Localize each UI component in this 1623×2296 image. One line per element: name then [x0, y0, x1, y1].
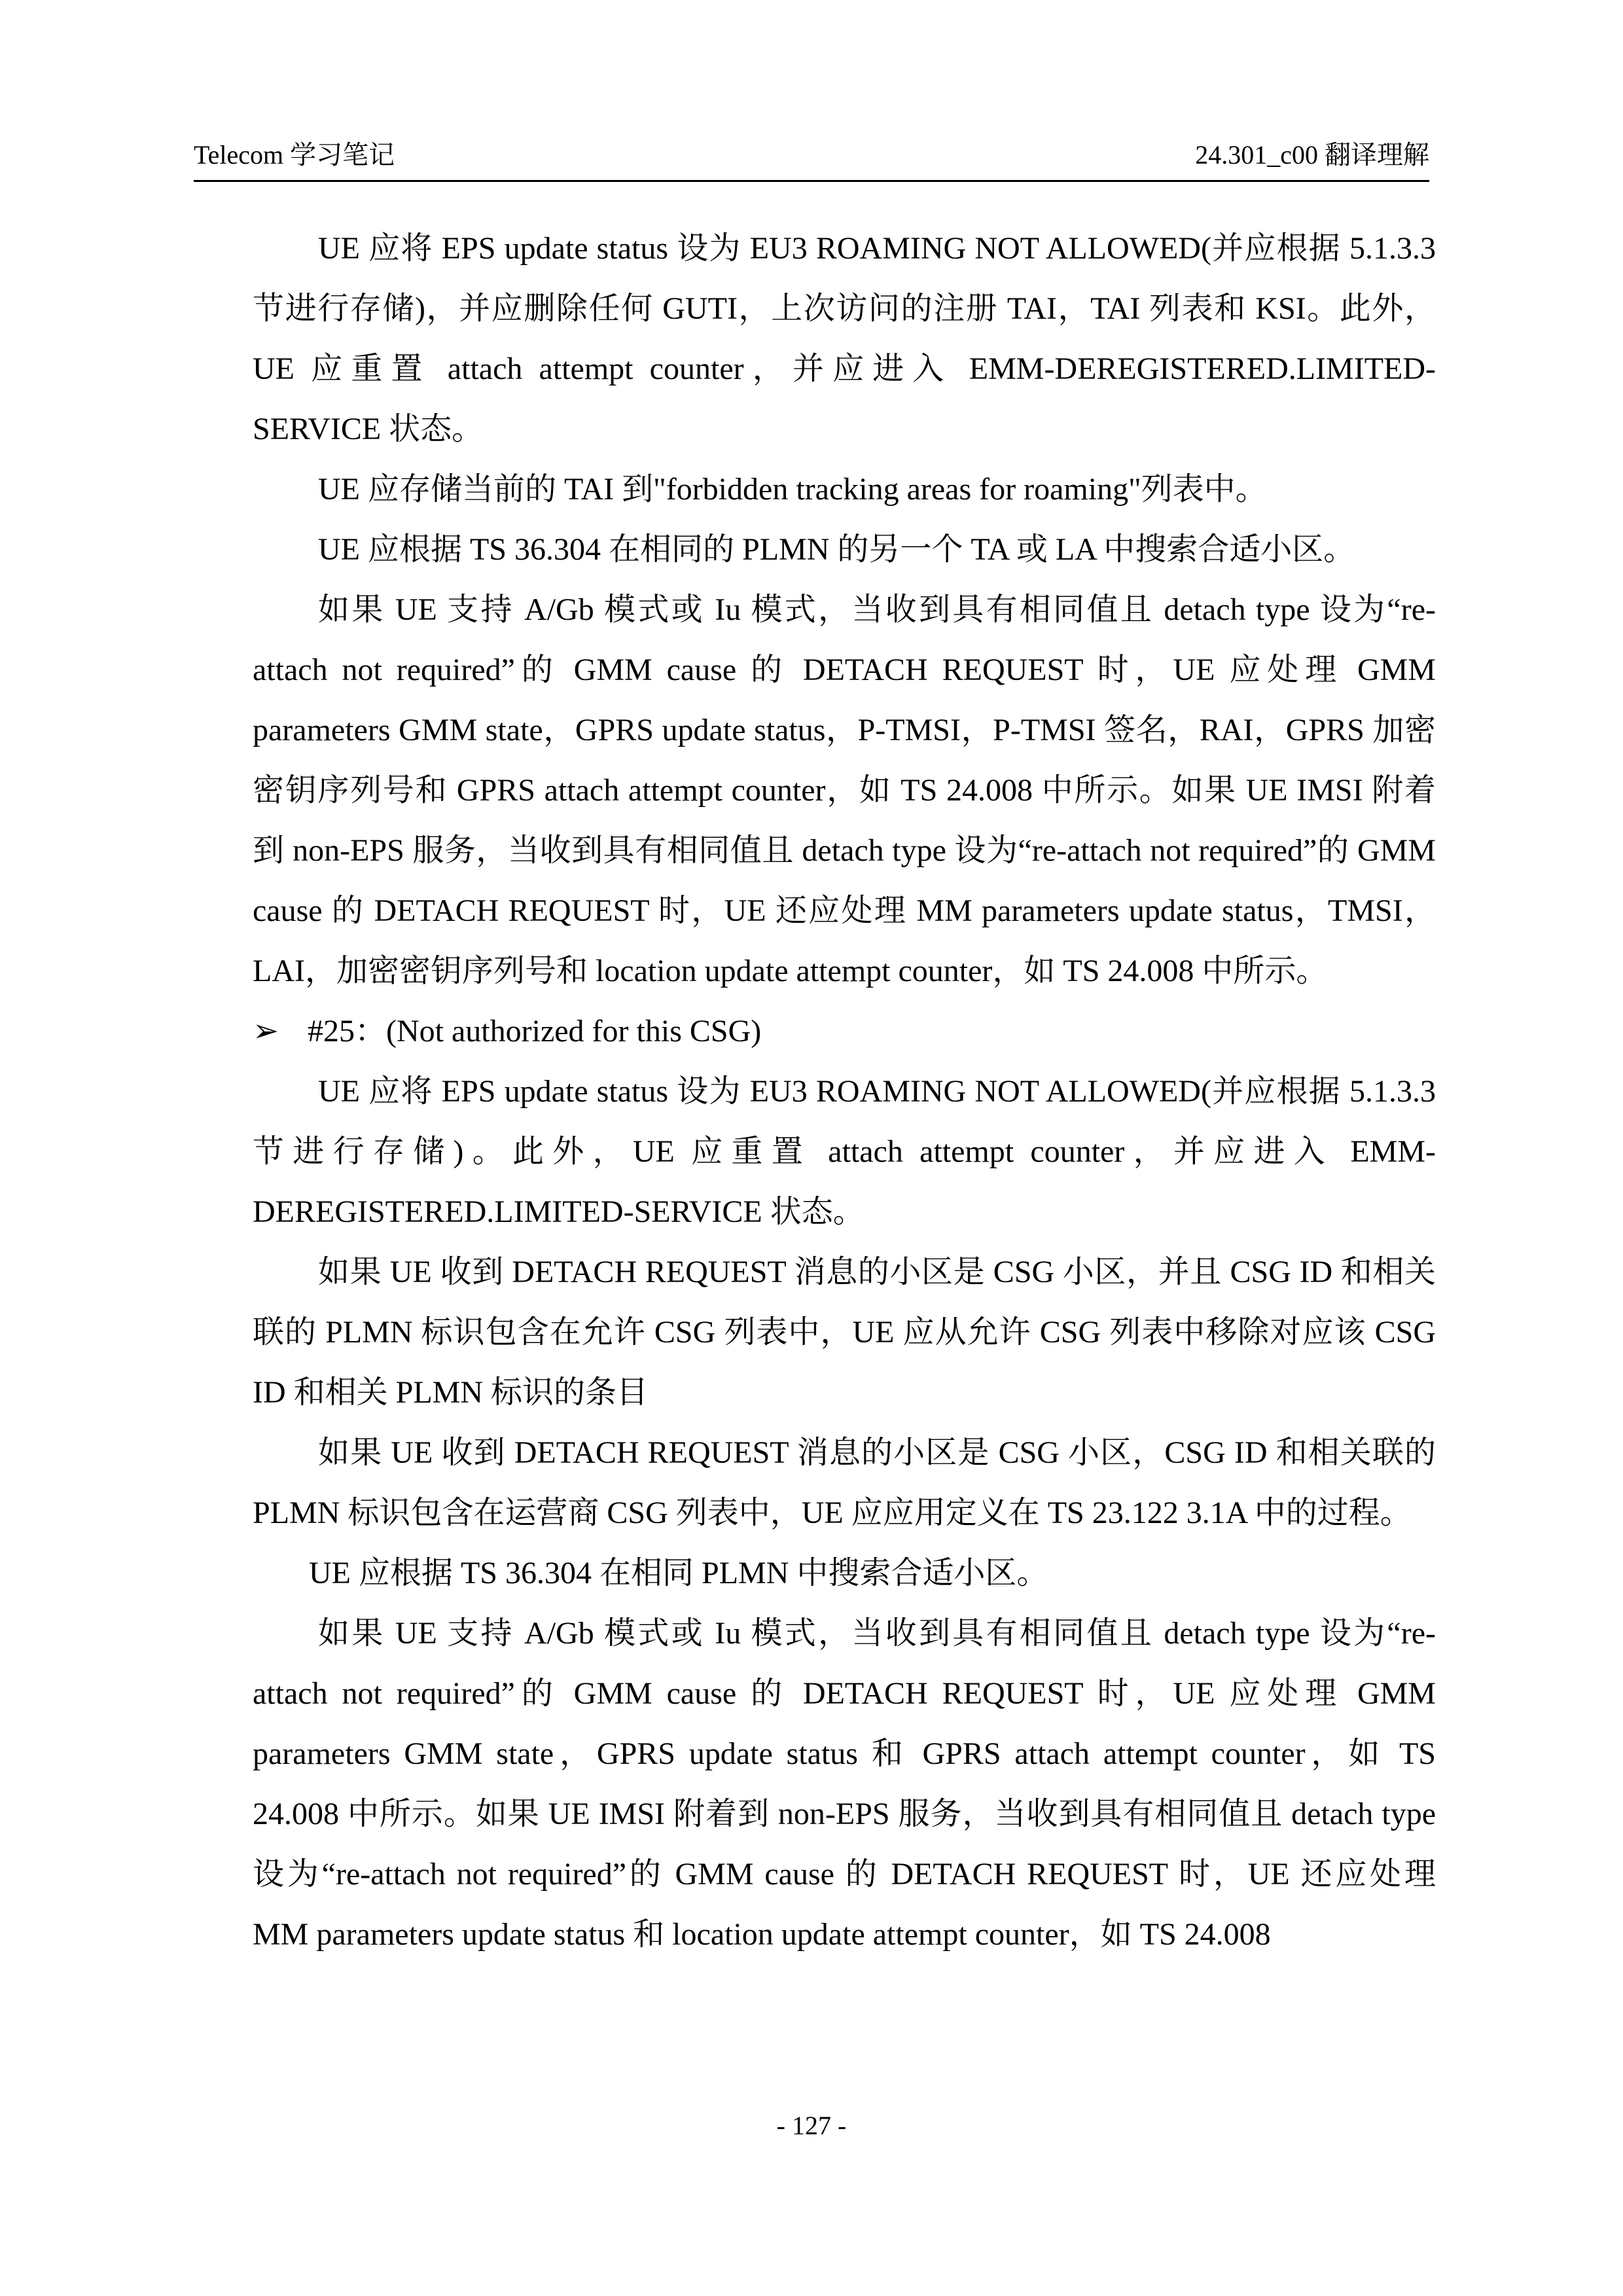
paragraph-search-same-plmn: UE 应根据 TS 36.304 在相同 PLMN 中搜索合适小区。: [309, 1556, 1048, 1590]
header-title: Telecom 学习笔记: [194, 140, 395, 170]
paragraph-allowed-csg: 如果 UE 收到 DETACH REQUEST 消息的小区是 CSG 小区，并且 CSG ID 和相关联的 PLMN 标识包含在允许 CSG 列表中，UE 应从允许 CSG 列表中移除对应该 CSG ID 和相关 PLMN 标识的条目: [253, 1255, 1436, 1410]
paragraph-eu3-status: UE 应将 EPS update status 设为 EU3 ROAMING NOT ALLOWED(并应根据 5.1.3.3 节进行存储)，并应删除任何 GUTI，上次访问的注册 TAI，TAI 列表和 KSI。此外，UE 应重置 attach attempt counter，并应进入 EMM-DEREGISTERED.LIMITED-SERVICE 状态。: [253, 231, 1436, 446]
header-document-id: 24.301_c00 翻译理解: [1195, 140, 1429, 170]
paragraph-store-tai: UE 应存储当前的 TAI 到"forbidden tracking areas for roaming"列表中。: [318, 472, 1267, 507]
bullet-text: #25：(Not authorized for this CSG): [308, 1014, 762, 1049]
paragraph-gmm-handling-2: 如果 UE 支持 A/Gb 模式或 Iu 模式，当收到具有相同值且 detach type 设为“re-attach not required”的 GMM cause 的 DETACH REQUEST 时，UE 应处理 GMM parameters GMM state，GPRS update status 和 GPRS attach attempt counter，如 TS 24.008 中所示。如果 UE IMSI 附着到 non-EPS 服务，当收到具有相同值且 detach type 设为“re-attach not required”的 GMM cause 的 DETACH REQUEST 时，UE 还应处理 MM parameters update status 和 location update attempt counter，如 TS 24.008: [253, 1616, 1436, 1952]
paragraph-search-cell: UE 应根据 TS 36.304 在相同的 PLMN 的另一个 TA 或 LA 中搜索合适小区。: [318, 532, 1355, 567]
page-number: - 127 -: [776, 2111, 847, 2140]
page-header: [194, 134, 1429, 182]
paragraph-cause-25-status: UE 应将 EPS update status 设为 EU3 ROAMING NOT ALLOWED(并应根据 5.1.3.3 节进行存储)。此外，UE 应重置 attach attempt counter，并应进入 EMM-DEREGISTERED.LIMITED-SERVICE 状态。: [253, 1074, 1436, 1229]
arrow-bullet-icon: ➢: [253, 1014, 279, 1049]
bullet-cause-25: [242, 1001, 1436, 1062]
document-body: [253, 219, 1436, 1965]
paragraph-operator-csg: 如果 UE 收到 DETACH REQUEST 消息的小区是 CSG 小区，CSG ID 和相关联的 PLMN 标识包含在运营商 CSG 列表中，UE 应应用定义在 TS 23.122 3.1A 中的过程。: [253, 1435, 1436, 1530]
paragraph-gmm-handling: 如果 UE 支持 A/Gb 模式或 Iu 模式，当收到具有相同值且 detach type 设为“re-attach not required”的 GMM cause 的 DETACH REQUEST 时，UE 应处理 GMM parameters GMM state，GPRS update status，P-TMSI，P-TMSI 签名，RAI，GPRS 加密密钥序列号和 GPRS attach attempt counter，如 TS 24.008 中所示。如果 UE IMSI 附着到 non-EPS 服务，当收到具有相同值且 detach type 设为“re-attach not required”的 GMM cause 的 DETACH REQUEST 时，UE 还应处理 MM parameters update status，TMSI，LAI，加密密钥序列号和 location update attempt counter，如 TS 24.008 中所示。: [253, 592, 1436, 988]
